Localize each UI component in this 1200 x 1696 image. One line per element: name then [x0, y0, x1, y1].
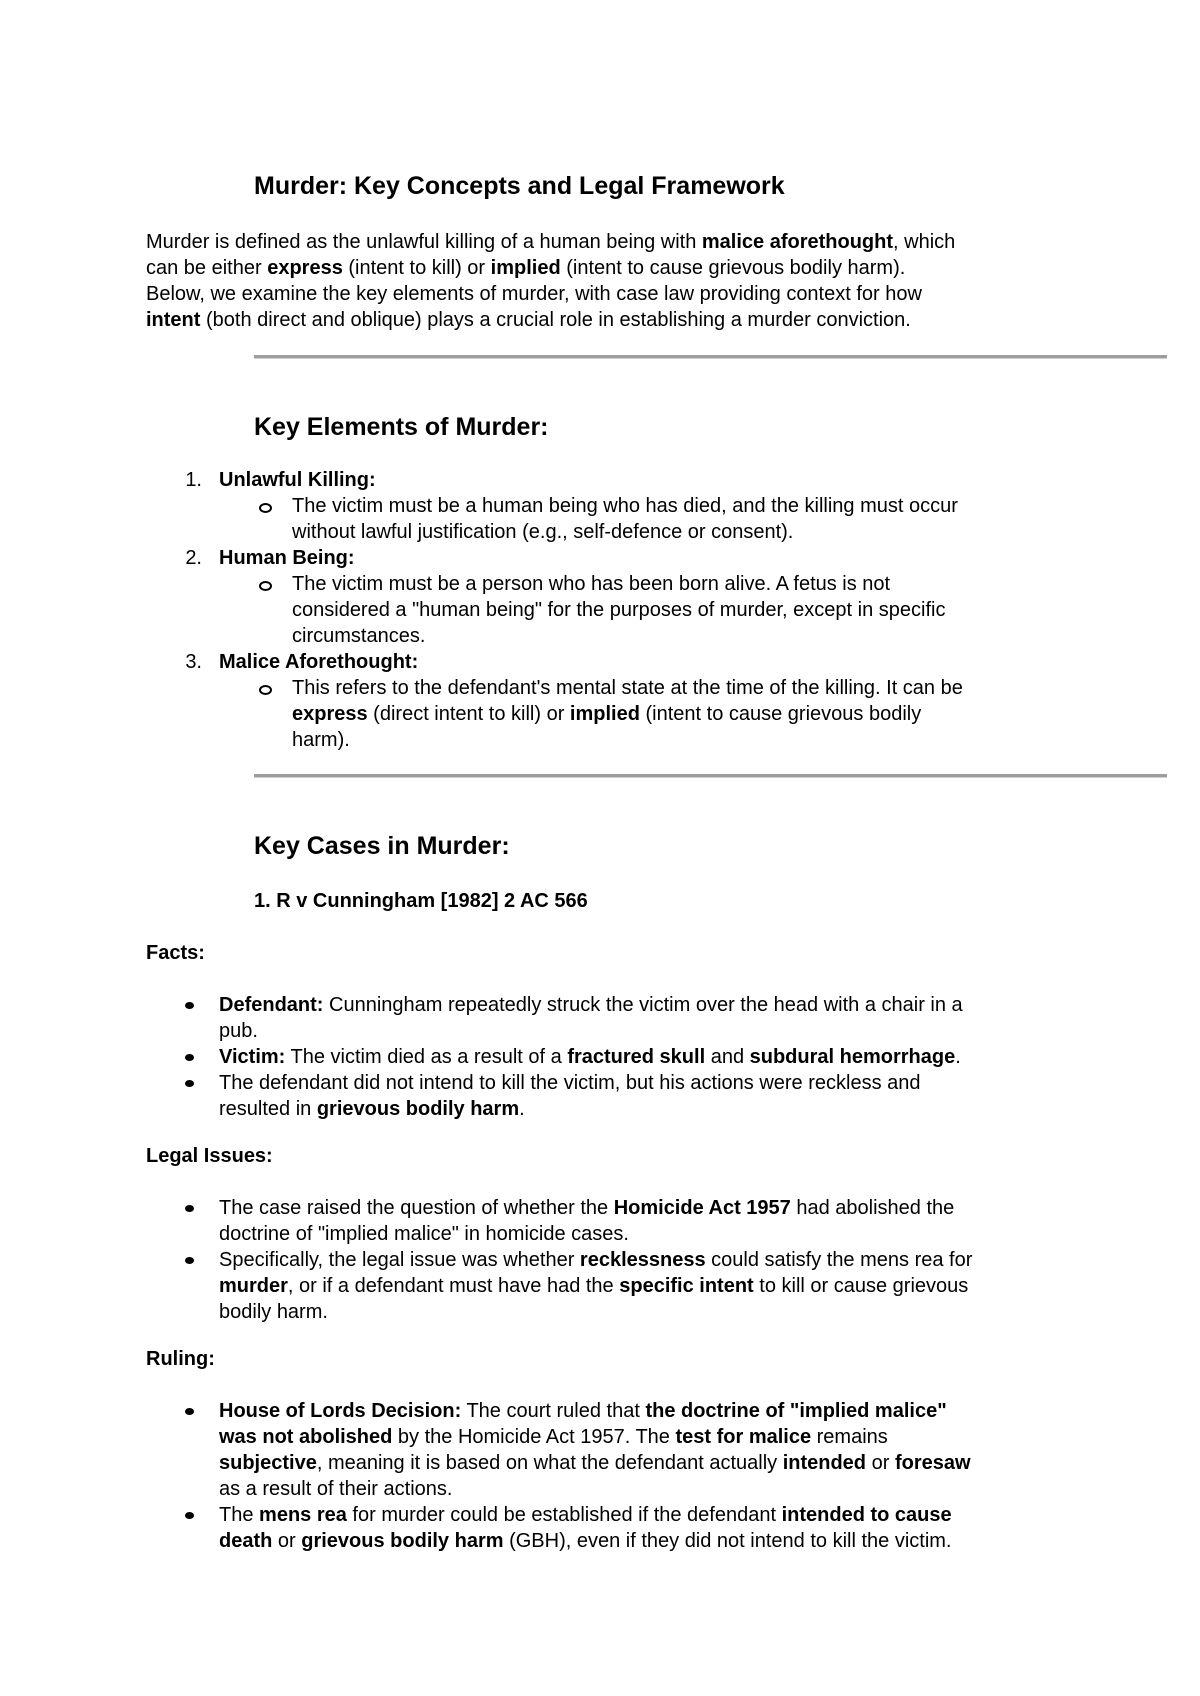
issue-line: Specifically, the legal issue was whether recklessness could satisfy the mens rea for: [219, 1249, 973, 1271]
ruling-line: as a result of their actions.: [219, 1478, 453, 1500]
bullet-icon: [185, 1080, 194, 1087]
issue-line: bodily harm.: [219, 1301, 328, 1323]
ruling-line: was not abolished by the Homicide Act 1957. The test for malice remains: [219, 1426, 888, 1448]
case-name: 1. R v Cunningham [1982] 2 AC 566: [254, 890, 588, 912]
element-detail-line: harm).: [292, 729, 350, 751]
ruling-label: Ruling:: [146, 1348, 215, 1370]
document-title: Murder: Key Concepts and Legal Framework: [254, 172, 785, 200]
list-number: 2.: [185, 547, 202, 569]
intro-line: intent (both direct and oblique) plays a crucial role in establishing a murder conviction.: [146, 309, 911, 331]
intro-line: can be either express (intent to kill) or implied (intent to cause grievous bodily harm).: [146, 257, 906, 279]
element-title: Malice Aforethought:: [219, 651, 419, 673]
element-title: Human Being:: [219, 547, 355, 569]
intro-line: Below, we examine the key elements of murder, with case law providing context for how: [146, 283, 922, 305]
hollow-bullet-icon: [259, 685, 272, 695]
hollow-bullet-icon: [259, 581, 272, 591]
bullet-icon: [185, 1257, 194, 1264]
issue-line: murder, or if a defendant must have had the specific intent to kill or cause grievous: [219, 1275, 969, 1297]
element-detail-line: The victim must be a person who has been born alive. A fetus is not: [292, 573, 891, 595]
intro-line: Murder is defined as the unlawful killing of a human being with malice aforethought, which: [146, 231, 956, 253]
list-number: 1.: [185, 469, 202, 491]
element-detail-line: considered a "human being" for the purposes of murder, except in specific: [292, 599, 946, 621]
divider-2: [254, 774, 1167, 778]
bullet-icon: [185, 1002, 194, 1009]
fact-line: Defendant: Cunningham repeatedly struck the victim over the head with a chair in a: [219, 994, 963, 1016]
hollow-bullet-icon: [259, 503, 272, 513]
fact-line: pub.: [219, 1020, 258, 1042]
fact-line: Victim: The victim died as a result of a fractured skull and subdural hemorrhage.: [219, 1046, 961, 1068]
bullet-icon: [185, 1205, 194, 1212]
ruling-line: subjective, meaning it is based on what the defendant actually intended or foresaw: [219, 1452, 971, 1474]
bullet-icon: [185, 1054, 194, 1061]
element-title: Unlawful Killing:: [219, 469, 376, 491]
issues-label: Legal Issues:: [146, 1145, 273, 1167]
issue-line: The case raised the question of whether the Homicide Act 1957 had abolished the: [219, 1197, 955, 1219]
elements-heading: Key Elements of Murder:: [254, 413, 549, 441]
issue-line: doctrine of "implied malice" in homicide cases.: [219, 1223, 629, 1245]
ruling-line: House of Lords Decision: The court ruled that the doctrine of "implied malice": [219, 1400, 947, 1422]
fact-line: resulted in grievous bodily harm.: [219, 1098, 525, 1120]
fact-line: The defendant did not intend to kill the victim, but his actions were reckless and: [219, 1072, 921, 1094]
facts-label: Facts:: [146, 942, 205, 964]
divider-1: [254, 355, 1167, 359]
cases-heading: Key Cases in Murder:: [254, 832, 510, 860]
bullet-icon: [185, 1512, 194, 1519]
element-detail-line: express (direct intent to kill) or implied (intent to cause grievous bodily: [292, 703, 922, 725]
ruling-line: The mens rea for murder could be established if the defendant intended to cause: [219, 1504, 952, 1526]
element-detail-line: without lawful justification (e.g., self-defence or consent).: [292, 521, 794, 543]
element-detail-line: This refers to the defendant's mental state at the time of the killing. It can be: [292, 677, 963, 699]
element-detail-line: circumstances.: [292, 625, 426, 647]
ruling-line: death or grievous bodily harm (GBH), even if they did not intend to kill the victim.: [219, 1530, 952, 1552]
bullet-icon: [185, 1408, 194, 1415]
element-detail-line: The victim must be a human being who has died, and the killing must occur: [292, 495, 958, 517]
list-number: 3.: [185, 651, 202, 673]
